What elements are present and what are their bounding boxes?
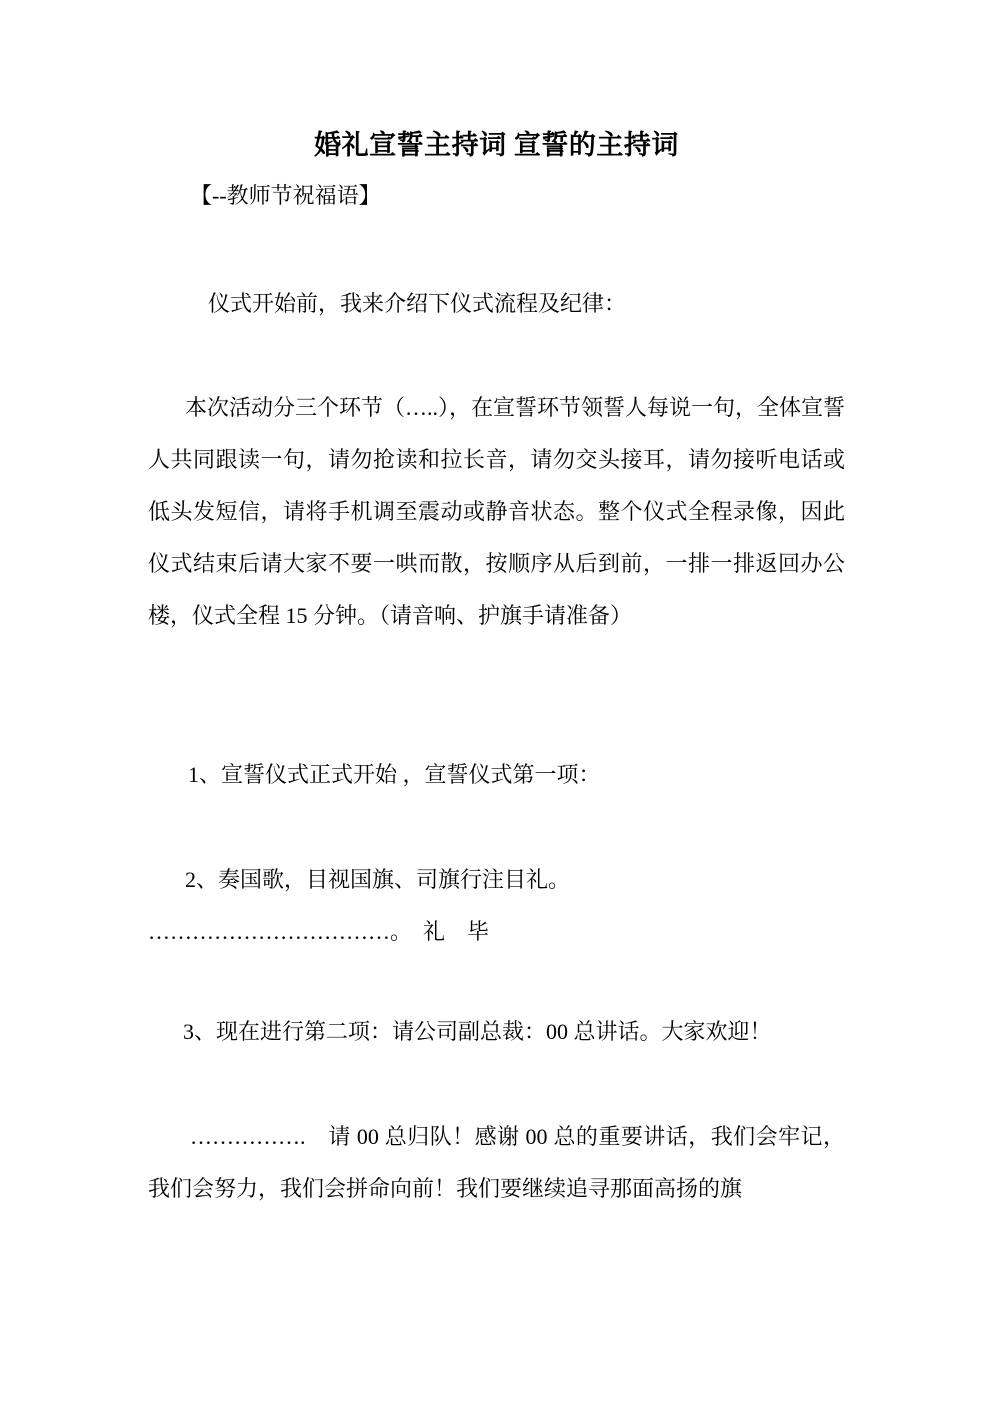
paragraph-rules: 本次活动分三个环节（…..），在宣誓环节领誓人每说一句，全体宣誓人共同跟读一句，请勿抢读和拉长音，请勿交头接耳，请勿接听电话或低头发短信，请将手机调至震动或静音状态。整个仪式全程录像，因此仪式结束后请大家不要一哄而散，按顺序从后到前，一排一排返回办公楼，仪式全程 15 分钟。（请音响、护旗手请准备） xyxy=(148,395,846,628)
document-title: 婚礼宣誓主持词 宣誓的主持词 xyxy=(314,130,679,160)
paragraph-item-3: 3、现在进行第二项：请公司副总裁：00 总讲话。大家欢迎！ xyxy=(183,1019,772,1044)
category-tag-line: 【--教师节祝福语】 xyxy=(190,183,381,208)
paragraph-closing: ……………. 请 00 总归队！感谢 00 总的重要讲话，我们会牢记，我们会努力，我们会拼命向前！我们要继续追寻那面高扬的旗 xyxy=(148,1124,845,1201)
paragraph-salute-complete: ……………………………。 礼 毕 xyxy=(148,919,490,944)
paragraph-item-2: 2、奏国歌，目视国旗、司旗行注目礼。 xyxy=(185,867,571,892)
paragraph-item-1: 1、宣誓仪式正式开始 ，宣誓仪式第一项： xyxy=(188,762,601,787)
paragraph-intro: 仪式开始前，我来介绍下仪式流程及纪律： xyxy=(208,291,627,316)
